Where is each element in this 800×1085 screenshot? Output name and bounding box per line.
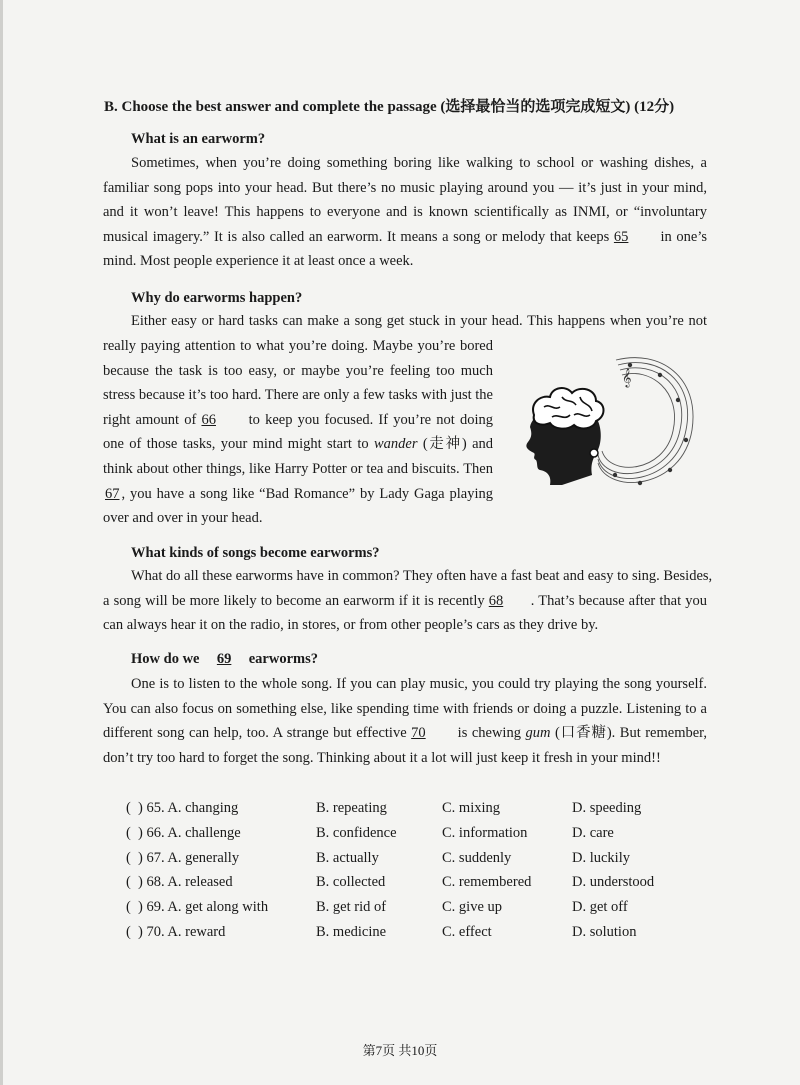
text-line: really paying attention to what you’re doing. Maybe you’re bored [103, 338, 493, 354]
answer-bracket: ( [126, 874, 131, 891]
paragraph-2-wrap [103, 334, 493, 531]
option-d: D. speeding [572, 800, 642, 816]
answer-bracket: ( [126, 923, 131, 940]
answer-bracket: ( [126, 849, 131, 866]
option-a: ) 70. A. reward [138, 923, 226, 940]
option-b: B. actually [316, 849, 379, 866]
heading-how-do-we [131, 651, 318, 668]
text-line [103, 721, 707, 746]
blank-70: 70 [411, 725, 426, 742]
option-b: B. confidence [316, 824, 397, 841]
text-fragment: (走神) and [422, 436, 494, 453]
text-fragment: musical imagery.” It is also called an earworm. It means a song or melody that keeps [103, 228, 610, 245]
text-fragment: a song will be more likely to become an earworm if it is recently [103, 592, 485, 609]
text-line: familiar song pops into your head. But there’s no music playing around you — it’s just in your mind, [103, 179, 707, 196]
option-d: D. understood [572, 874, 655, 891]
text-line [103, 408, 493, 433]
heading-what-kinds-of-songs: What kinds of songs become earworms? [131, 545, 380, 561]
option-b: B. collected [316, 874, 386, 891]
text-line [103, 225, 707, 250]
heading-why-earworms-happen: Why do earworms happen? [131, 290, 303, 306]
text-line [103, 482, 493, 507]
option-c: C. information [442, 824, 528, 841]
text-fragment: is chewing [457, 725, 521, 742]
paragraph-1 [103, 151, 707, 274]
text-line: think about other things, like Harry Potter or tea and biscuits. Then [103, 460, 493, 477]
text-fragment: , you have a song like “Bad Romance” by Lady Gaga playing [121, 485, 493, 502]
heading-what-is-earworm: What is an earworm? [131, 131, 266, 147]
option-c: C. give up [442, 899, 503, 916]
option-b: B. medicine [316, 923, 387, 940]
text-fragment: right amount of [103, 411, 197, 428]
treble-clef-icon: 𝄞 [622, 368, 632, 387]
text-line: can always hear it on the radio, in stores, or from other people’s cars as they drive by. [103, 617, 599, 634]
paragraph-3 [103, 564, 713, 638]
text-fragment: different song can help, too. A strange but effective [103, 725, 407, 742]
text-line: What do all these earworms have in common? They often have a fast beat and easy to sing. Besides, [131, 568, 713, 584]
text-line: over and over in your head. [103, 510, 263, 527]
text-fragment: . That’s because after that you [530, 592, 708, 609]
option-a: ) 69. A. get along with [138, 899, 269, 916]
page-number: 第7页 共10页 [362, 1043, 438, 1058]
text-line: stress because it’s too hard. There are only a few tasks with just the [103, 387, 493, 404]
blank-69: 69 [216, 651, 232, 667]
option-c: C. effect [442, 923, 492, 940]
option-a: ) 68. A. released [138, 874, 233, 891]
option-a: ) 65. A. changing [138, 800, 239, 816]
text-line: don’t try too hard to forget the song. Thinking about it a lot will just keep it fresh in your mind!! [103, 749, 661, 766]
option-c: C. mixing [442, 800, 501, 816]
option-d: D. care [572, 824, 614, 841]
text-fragment: one of those tasks, your mind might start to [103, 436, 369, 453]
option-d: D. solution [572, 923, 637, 940]
text-line: because the task is too easy, or maybe you’re feeling too much [103, 362, 493, 379]
text-line [103, 432, 493, 457]
option-b: B. get rid of [316, 899, 387, 916]
paragraph-4 [103, 672, 707, 770]
text-fragment: How do we [131, 651, 200, 667]
text-line: and it won’t leave! This happens to everyone and is known scientifically as INMI, or “involuntary [103, 204, 707, 221]
blank-67: 67 [105, 485, 120, 502]
text-fragment: in one’s [660, 228, 708, 245]
option-a: ) 66. A. challenge [138, 824, 241, 841]
option-d: D. get off [572, 899, 628, 916]
text-line [103, 589, 707, 614]
option-c: C. suddenly [442, 849, 512, 866]
text-fragment: (口香糖). But remember, [554, 725, 708, 742]
option-b: B. repeating [316, 800, 387, 816]
answer-bracket: ( [126, 824, 131, 841]
option-c: C. remembered [442, 874, 532, 891]
text-fragment: earworms? [248, 651, 318, 667]
blank-66: 66 [201, 411, 216, 428]
text-italic: gum [525, 725, 551, 742]
text-line: Sometimes, when you’re doing something boring like walking to school or washing dishes, a [131, 155, 707, 171]
text-line: mind. Most people experience it at least once a week. [103, 253, 414, 270]
blank-65: 65 [613, 228, 629, 245]
text-line: You can also focus on something else, like spending time with friends or doing a puzzle. Listening to a [103, 700, 707, 717]
option-d: D. luckily [572, 849, 630, 866]
text-line: Either easy or hard tasks can make a song get stuck in your head. This happens when you’re not [131, 313, 707, 329]
answer-bracket: ( [126, 800, 131, 816]
earworm-illustration [510, 345, 700, 495]
text-line: One is to listen to the whole song. If you can play music, you could try playing the song yourself. [131, 676, 707, 692]
option-a: ) 67. A. generally [138, 849, 240, 866]
answer-bracket: ( [126, 899, 131, 916]
section-title: B. Choose the best answer and complete the passage (选择最恰当的选项完成短文) (12分) [104, 99, 675, 115]
text-italic: wander [373, 436, 418, 453]
paragraph-2-first [103, 309, 707, 334]
text-fragment: to keep you focused. If you’re not doing [248, 411, 493, 428]
page-edge [0, 0, 3, 1085]
blank-68: 68 [488, 592, 504, 609]
